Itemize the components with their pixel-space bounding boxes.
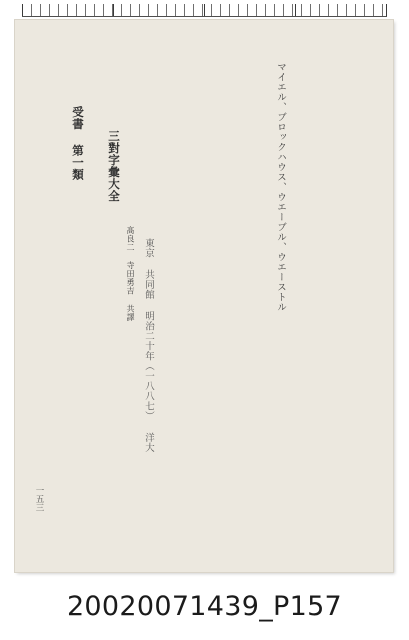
ruler-tick — [22, 4, 23, 16]
publisher-line: 東京 共同館 明治二十年（一八八七） 洋大 — [143, 238, 154, 453]
scale-ruler — [22, 4, 387, 17]
document-page — [15, 20, 393, 572]
compilers-line: 髙良二 寺田勇吉 共譯 — [126, 226, 135, 322]
page-number: 一五三 — [34, 486, 44, 512]
book-title: 三對字彙大全 — [107, 130, 121, 202]
image-id-caption: 20020071439_P157 — [66, 591, 343, 622]
ruler-tick — [295, 4, 296, 16]
section-heading: 受書 第一類 — [71, 106, 85, 181]
ruler-tick — [386, 4, 387, 16]
ruler-tick — [204, 4, 205, 16]
ruler-tick — [113, 4, 114, 16]
foreign-names-line: マイエル、ブロックハウス、ウエーブル、ウエーストル — [275, 62, 286, 312]
